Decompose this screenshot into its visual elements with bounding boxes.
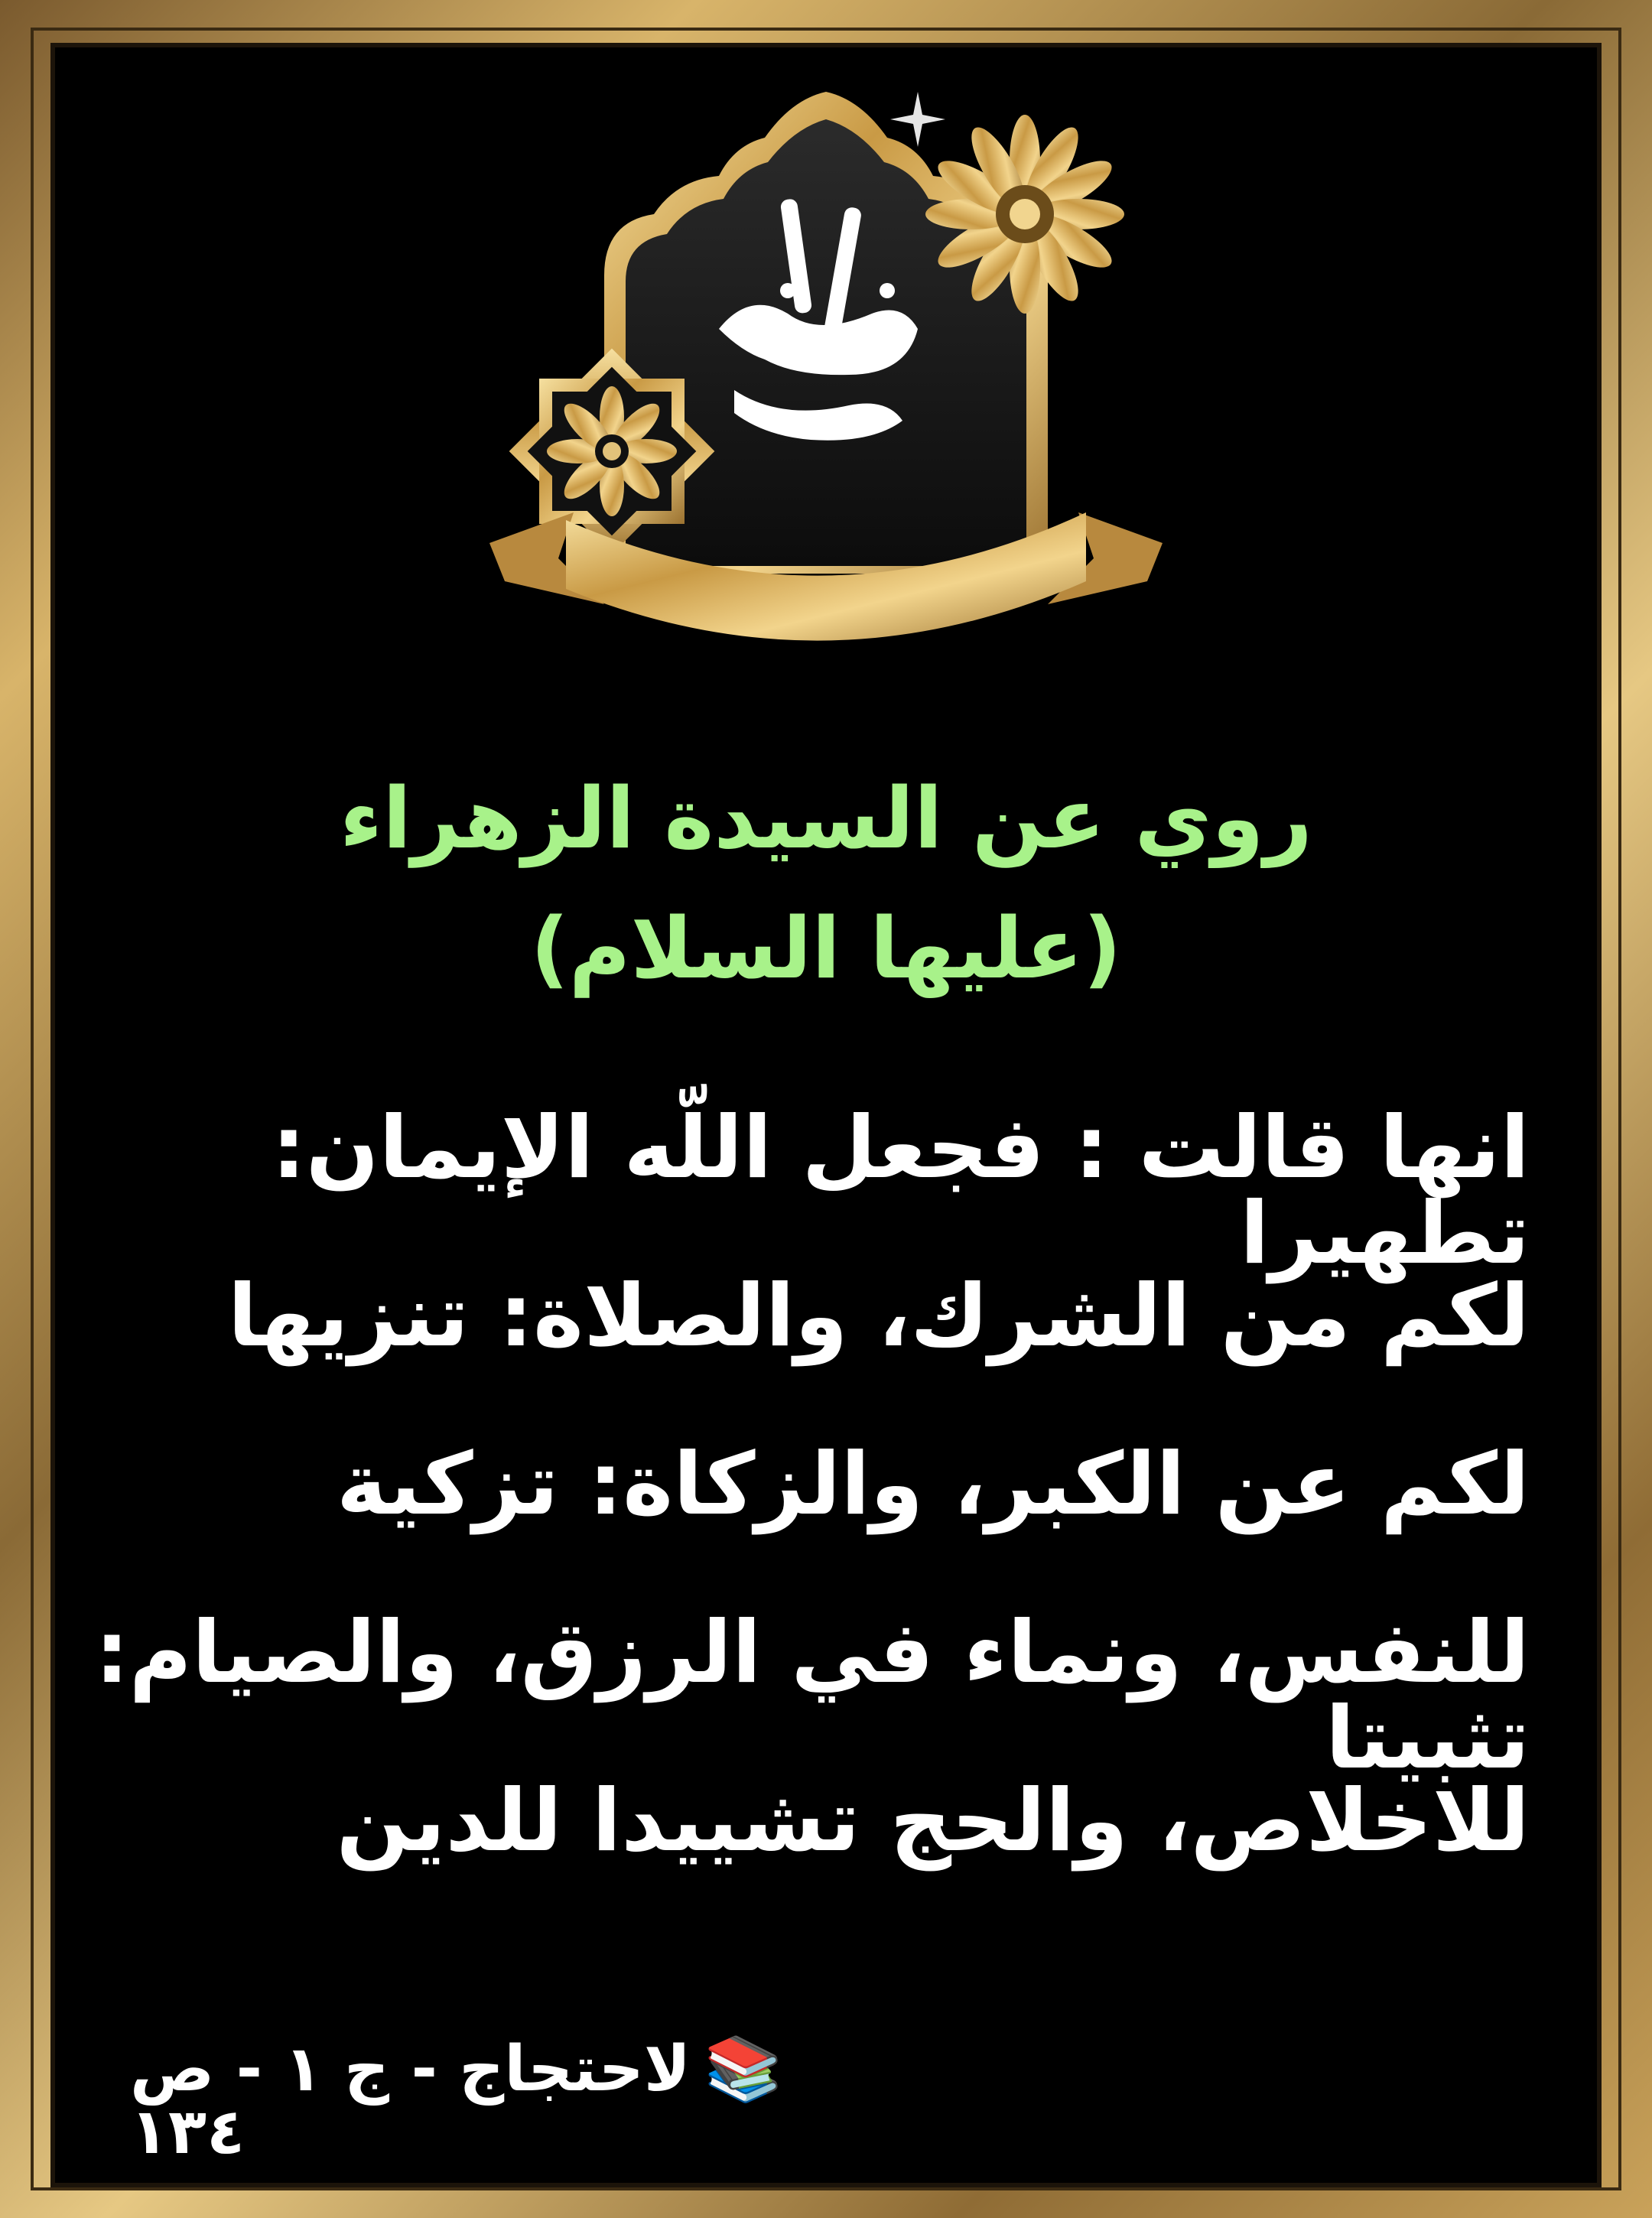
star-ornament-left (509, 349, 715, 554)
source-text: لاحتجاج - ج ١ - ص ١٣٤ (130, 2033, 691, 2168)
title-line-2: (عليها السلام) (530, 899, 1122, 997)
title-line-1: روي عن السيدة الزهراء (340, 769, 1312, 867)
body-line-5: للاخلاص، والحج تشييدا للدين (336, 1771, 1530, 1871)
books-icon: 📚 (704, 2033, 782, 2106)
calligraphy-emblem (489, 84, 1163, 658)
body-line-3: لكم عن الكبر، والزكاة: تزكية (336, 1435, 1530, 1534)
body-line-4: للنفس، ونماء في الرزق، والصيام: تثبيتا (95, 1603, 1530, 1788)
body-line-1: انها قالت : فجعل اللّه الإيمان: تطهيرا (272, 1098, 1530, 1283)
emblem-graphic (489, 84, 1163, 658)
source-reference (130, 2033, 895, 2168)
sparkle-icon (890, 92, 945, 147)
body-line-2: لكم من الشرك، والصلاة: تنزيها (227, 1267, 1530, 1366)
